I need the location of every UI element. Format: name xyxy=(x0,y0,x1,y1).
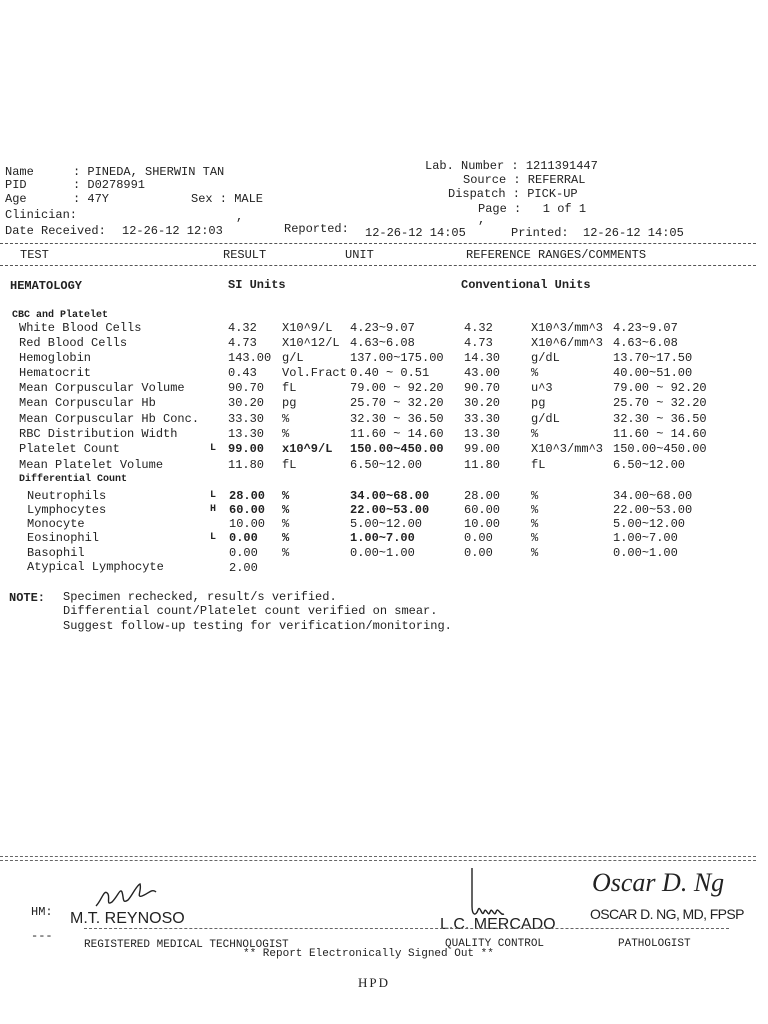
conv-unit: X10^3/mm^3 xyxy=(531,442,604,456)
test-name: Hemoglobin xyxy=(19,351,92,365)
pid-value: : D0278991 xyxy=(73,178,146,192)
conv-result: 0.00 xyxy=(464,531,493,545)
dashes-left: --- xyxy=(31,929,53,943)
conv-unit: % xyxy=(531,517,539,531)
si-reference: 6.50~12.00 xyxy=(350,458,423,472)
conv-reference: 32.30 ~ 36.50 xyxy=(613,412,707,426)
col-unit: UNIT xyxy=(345,248,374,262)
si-reference: 79.00 ~ 92.20 xyxy=(350,381,444,395)
conv-reference: 79.00 ~ 92.20 xyxy=(613,381,707,395)
clinician-label: Clinician: xyxy=(5,208,78,222)
conv-result: 28.00 xyxy=(464,489,501,503)
footer-code: HPD xyxy=(358,975,391,990)
test-name: Eosinophil xyxy=(27,531,100,545)
header-top-divider xyxy=(0,243,756,244)
si-unit: % xyxy=(282,412,290,426)
cbc-subsection-title: CBC and Platelet xyxy=(12,310,109,321)
signature-divider xyxy=(0,856,756,861)
si-result: 143.00 xyxy=(228,351,272,365)
conv-unit: % xyxy=(531,489,539,503)
conv-reference: 34.00~68.00 xyxy=(613,489,693,503)
conv-reference: 4.23~9.07 xyxy=(613,321,678,335)
col-result: RESULT xyxy=(223,248,267,262)
si-unit: fL xyxy=(282,458,297,472)
page-number: Page : 1 of 1 xyxy=(478,202,587,216)
si-result: 0.43 xyxy=(228,366,257,380)
signature-underline xyxy=(84,928,729,929)
pathologist-name: OSCAR D. NG, MD, FPSP xyxy=(590,906,744,922)
conv-unit: pg xyxy=(531,396,546,410)
section-title: HEMATOLOGY xyxy=(10,279,83,293)
tech-title: REGISTERED MEDICAL TECHNOLOGIST xyxy=(84,939,289,951)
si-unit: x10^9/L xyxy=(282,442,333,456)
si-reference: 137.00~175.00 xyxy=(350,351,444,365)
si-units-heading: SI Units xyxy=(228,278,286,292)
conv-unit: X10^3/mm^3 xyxy=(531,321,604,335)
si-unit: % xyxy=(282,517,290,531)
conv-reference: 1.00~7.00 xyxy=(613,531,678,545)
conv-unit: g/dL xyxy=(531,351,560,365)
qc-title: QUALITY CONTROL xyxy=(445,938,545,950)
si-reference: 150.00~450.00 xyxy=(350,442,444,456)
test-name: RBC Distribution Width xyxy=(19,427,178,441)
si-reference: 34.00~68.00 xyxy=(350,489,430,503)
note-label: NOTE: xyxy=(9,591,46,605)
si-reference: 11.60 ~ 14.60 xyxy=(350,427,444,441)
conv-result: 11.80 xyxy=(464,458,501,472)
si-unit: X10^12/L xyxy=(282,336,340,350)
test-name: Monocyte xyxy=(27,517,85,531)
conv-result: 4.32 xyxy=(464,321,493,335)
conv-unit: % xyxy=(531,531,539,545)
result-flag: L xyxy=(210,532,217,543)
si-unit: % xyxy=(282,489,290,503)
si-result: 60.00 xyxy=(229,503,266,517)
si-result: 0.00 xyxy=(229,546,258,560)
si-unit: % xyxy=(282,427,290,441)
si-result: 11.80 xyxy=(228,458,265,472)
si-result: 4.73 xyxy=(228,336,257,350)
si-reference: 5.00~12.00 xyxy=(350,517,423,531)
conv-reference: 13.70~17.50 xyxy=(613,351,693,365)
differential-subsection-title: Differential Count xyxy=(19,474,128,485)
age-value: : 47Y xyxy=(73,192,110,206)
conv-reference: 25.70 ~ 32.20 xyxy=(613,396,707,410)
si-reference: 0.00~1.00 xyxy=(350,546,415,560)
test-name: Hematocrit xyxy=(19,366,92,380)
si-result: 4.32 xyxy=(228,321,257,335)
conv-reference: 11.60 ~ 14.60 xyxy=(613,427,707,441)
conv-unit: % xyxy=(531,427,539,441)
hm-label: HM: xyxy=(31,905,53,919)
comma-mark: , xyxy=(236,210,244,224)
conv-result: 99.00 xyxy=(464,442,501,456)
si-result: 30.20 xyxy=(228,396,265,410)
date-received-label: Date Received: xyxy=(5,224,106,238)
age-label: Age xyxy=(5,192,27,206)
conv-unit: fL xyxy=(531,458,546,472)
conv-result: 13.30 xyxy=(464,427,501,441)
conv-result: 90.70 xyxy=(464,381,501,395)
conv-reference: 5.00~12.00 xyxy=(613,517,686,531)
si-unit: X10^9/L xyxy=(282,321,333,335)
si-reference: 1.00~7.00 xyxy=(350,531,415,545)
note-line-2: Differential count/Platelet count verified on smear. xyxy=(63,604,438,618)
conv-result: 14.30 xyxy=(464,351,501,365)
si-result: 10.00 xyxy=(229,517,266,531)
conv-reference: 6.50~12.00 xyxy=(613,458,686,472)
lab-number: Lab. Number : 1211391447 xyxy=(425,159,598,173)
conv-result: 43.00 xyxy=(464,366,501,380)
si-result: 13.30 xyxy=(228,427,265,441)
si-unit: Vol.Fract xyxy=(282,366,347,380)
si-result: 33.30 xyxy=(228,412,265,426)
pid-label: PID xyxy=(5,178,27,192)
name-value: : PINEDA, SHERWIN TAN xyxy=(73,165,225,179)
test-name: Platelet Count xyxy=(19,442,120,456)
conv-result: 10.00 xyxy=(464,517,501,531)
si-unit: fL xyxy=(282,381,297,395)
pathologist-signature: Oscar D. Ng xyxy=(592,868,725,897)
si-result: 2.00 xyxy=(229,561,258,575)
si-reference: 0.40 ~ 0.51 xyxy=(350,366,430,380)
conv-reference: 0.00~1.00 xyxy=(613,546,678,560)
note-line-1: Specimen rechecked, result/s verified. xyxy=(63,590,337,604)
si-unit: % xyxy=(282,503,290,517)
si-reference: 4.23~9.07 xyxy=(350,321,415,335)
pathologist-title: PATHOLOGIST xyxy=(618,938,691,950)
dispatch-field: Dispatch : PICK-UP xyxy=(448,187,578,201)
date-received-value: 12-26-12 12:03 xyxy=(122,224,223,238)
source-field: Source : REFERRAL xyxy=(463,173,586,187)
reported-value: 12-26-12 14:05 xyxy=(365,226,466,240)
conv-reference: 4.63~6.08 xyxy=(613,336,678,350)
test-name: Mean Corpuscular Hb Conc. xyxy=(19,412,200,426)
conv-unit: X10^6/mm^3 xyxy=(531,336,604,350)
si-result: 28.00 xyxy=(229,489,266,503)
test-name: Basophil xyxy=(27,546,85,560)
conv-reference: 22.00~53.00 xyxy=(613,503,693,517)
comma-mark-2: , xyxy=(478,213,486,227)
result-flag: L xyxy=(210,443,217,454)
col-reference: REFERENCE RANGES/COMMENTS xyxy=(466,248,647,262)
si-result: 90.70 xyxy=(228,381,265,395)
test-name: Red Blood Cells xyxy=(19,336,128,350)
reported-label: Reported: xyxy=(284,222,349,236)
si-result: 99.00 xyxy=(228,442,265,456)
printed-label: Printed: xyxy=(511,226,569,240)
test-name: Mean Platelet Volume xyxy=(19,458,164,472)
si-reference: 25.70 ~ 32.20 xyxy=(350,396,444,410)
name-label: Name xyxy=(5,165,34,179)
test-name: Mean Corpuscular Volume xyxy=(19,381,185,395)
conv-result: 30.20 xyxy=(464,396,501,410)
result-flag: L xyxy=(210,490,217,501)
si-unit: pg xyxy=(282,396,297,410)
sex-field: Sex : MALE xyxy=(191,192,264,206)
si-reference: 4.63~6.08 xyxy=(350,336,415,350)
col-test: TEST xyxy=(20,248,49,262)
conv-reference: 40.00~51.00 xyxy=(613,366,693,380)
conv-unit: % xyxy=(531,366,539,380)
si-unit: % xyxy=(282,546,290,560)
conv-unit: % xyxy=(531,503,539,517)
electronic-signoff: ** Report Electronically Signed Out ** xyxy=(243,948,494,960)
si-reference: 22.00~53.00 xyxy=(350,503,430,517)
printed-value: 12-26-12 14:05 xyxy=(583,226,684,240)
conventional-units-heading: Conventional Units xyxy=(461,278,591,292)
conv-unit: % xyxy=(531,546,539,560)
conv-result: 33.30 xyxy=(464,412,501,426)
tech-name: M.T. REYNOSO xyxy=(70,910,185,927)
test-name: Mean Corpuscular Hb xyxy=(19,396,156,410)
si-unit: g/L xyxy=(282,351,304,365)
si-unit: % xyxy=(282,531,290,545)
si-reference: 32.30 ~ 36.50 xyxy=(350,412,444,426)
conv-result: 4.73 xyxy=(464,336,493,350)
test-name: White Blood Cells xyxy=(19,321,142,335)
note-line-3: Suggest follow-up testing for verification/monitoring. xyxy=(63,619,452,633)
result-flag: H xyxy=(210,504,217,515)
qc-name: L.C. MERCADO xyxy=(440,916,556,933)
conv-result: 0.00 xyxy=(464,546,493,560)
si-result: 0.00 xyxy=(229,531,258,545)
test-name: Atypical Lymphocyte xyxy=(27,560,164,574)
conv-result: 60.00 xyxy=(464,503,501,517)
tech-signature-image xyxy=(92,880,172,914)
conv-unit: g/dL xyxy=(531,412,560,426)
test-name: Neutrophils xyxy=(27,489,107,503)
test-name: Lymphocytes xyxy=(27,503,107,517)
conv-unit: u^3 xyxy=(531,381,553,395)
header-bottom-divider xyxy=(0,265,756,266)
conv-reference: 150.00~450.00 xyxy=(613,442,707,456)
